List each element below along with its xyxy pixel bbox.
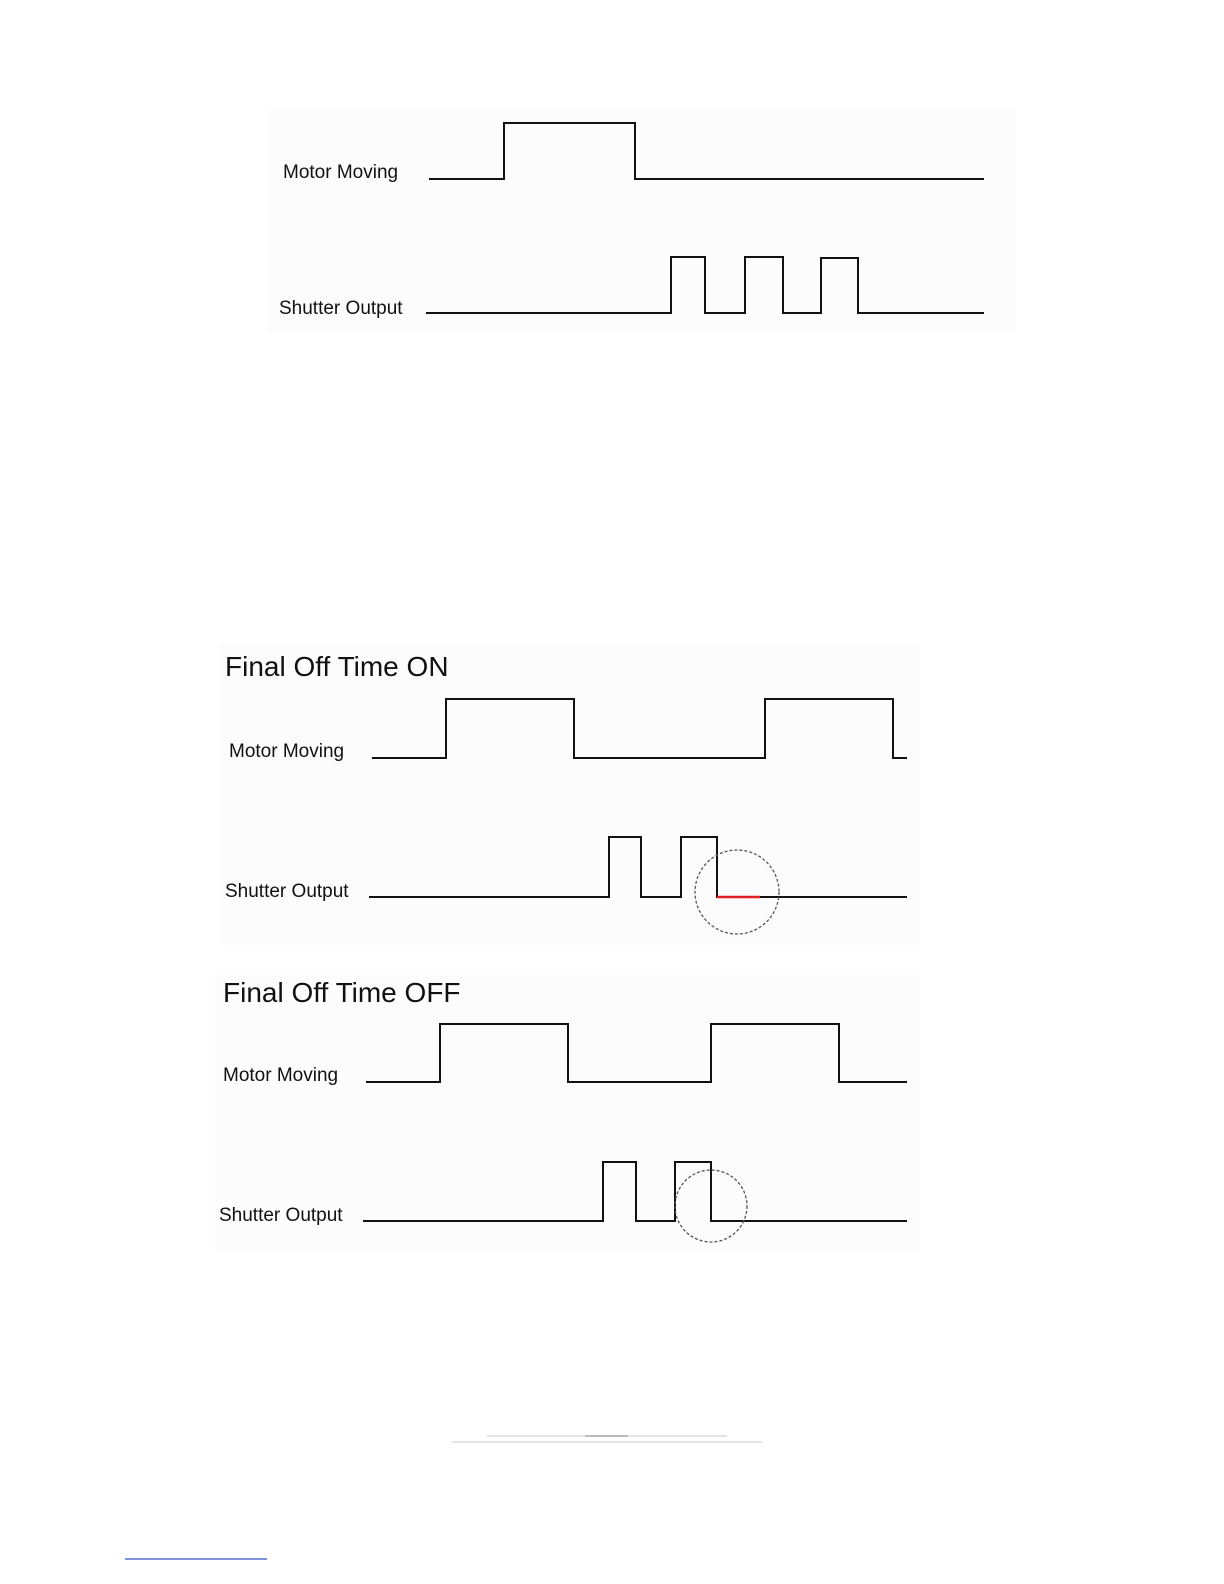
timing-diagram-final-off-time-on [220,645,920,945]
diagram-1-motor-moving-label: Motor Moving [283,162,399,183]
diagram-2-motor-moving-label: Motor Moving [229,741,345,762]
diagram-1-shutter-output-label: Shutter Output [279,298,403,319]
diagram-3-title: Final Off Time OFF [223,977,461,1008]
diagram-3-motor-moving-label: Motor Moving [223,1065,339,1086]
diagram-2-shutter-output-label: Shutter Output [225,881,349,902]
diagram-2-title: Final Off Time ON [225,651,449,682]
footer-divider [452,1436,762,1442]
timing-diagram-final-off-time-off [215,975,920,1250]
diagram-3-shutter-output-label: Shutter Output [219,1205,343,1226]
timing-diagram-1 [268,110,1016,332]
